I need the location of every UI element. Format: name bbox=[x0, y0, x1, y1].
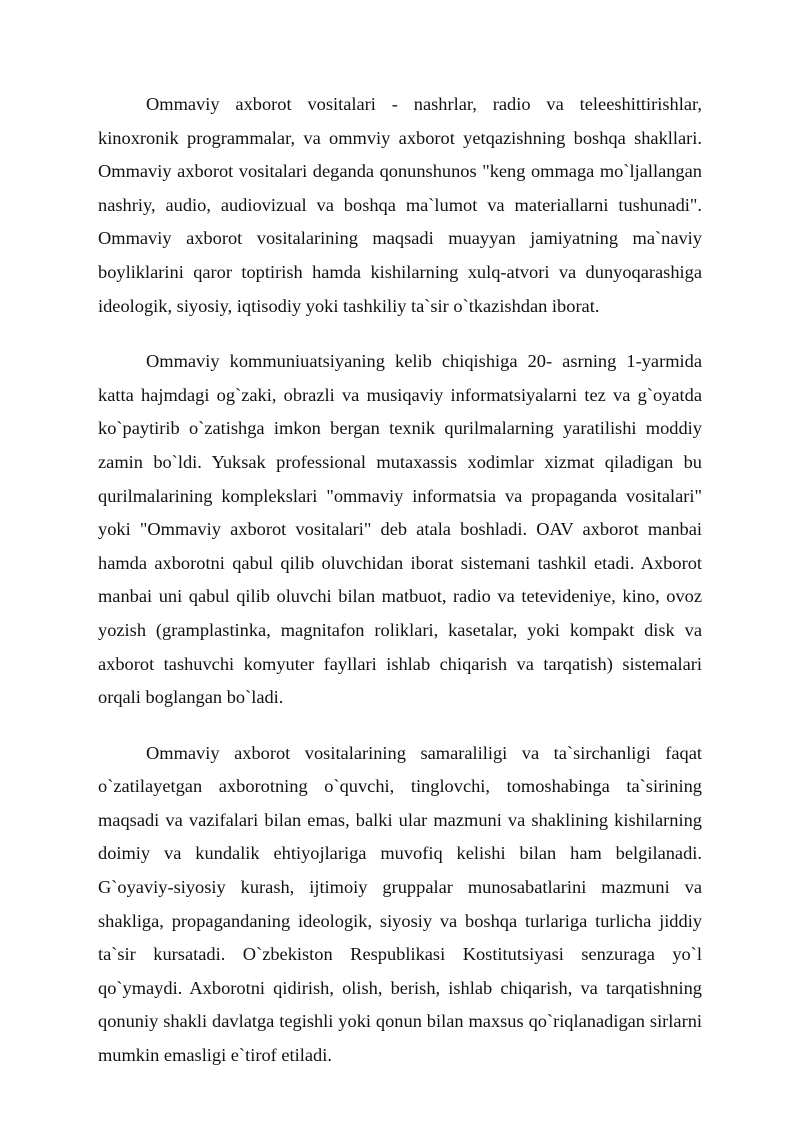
paragraph-3: Ommaviy axborot vositalarining samaraliligi va ta`sirchanligi faqat o`zatilayetgan axborotning o`quvchi, tinglovchi, tomoshabinga ta`sirining maqsadi va vazifalari bilan emas, balki ular mazmuni va shaklining kishilarning doimiy va kundalik ehtiyojlariga muvofiq kelishi bilan ham belgilanadi. G`oyaviy-siyosiy kurash, ijtimoiy gruppalar munosabatlarini mazmuni va shakliga, propagandaning ideologik, siyosiy va boshqa turlariga turlicha jiddiy ta`sir kursatadi. O`zbekiston Respublikasi Kostitutsiyasi senzuraga yo`l qo`ymaydi. Axborotni qidirish, olish, berish, ishlab chiqarish, va tarqatishning qonuniy shakli davlatga tegishli yoki qonun bilan maxsus qo`riqlanadigan sirlarni mumkin emasligi e`tirof etiladi. bbox=[98, 742, 702, 1066]
paragraph-2: Ommaviy kommuniuatsiyaning kelib chiqishiga 20- asrning 1-yarmida katta hajmdagi og`zaki, obrazli va musiqaviy informatsiyalarni tez va g`oyatda ko`paytirib o`zatishga imkon bergan texnik qurilmalarning yaratilishi moddiy zamin bo`ldi. Yuksak professional mutaxassis xodimlar xizmat qiladigan bu qurilmalarining komplekslari "ommaviy informatsia va propaganda vositalari" yoki "Ommaviy axborot vositalari" deb atala boshladi. OAV axborot manbai hamda axborotni qabul qilib oluvchidan iborat sistemani tashkil etadi. Axborot manbai uni qabul qilib oluvchi bilan matbuot, radio va tetevideniye, kino, ovoz yozish (gramplastinka, magnitafon roliklari, kasetalar, yoki kompakt disk va axborot tashuvchi komyuter fayllari ishlab chiqarish va tarqatish) sistemalari orqali boglangan bo`ladi. bbox=[98, 351, 702, 708]
paragraph-1: Ommaviy axborot vositalari - nashrlar, radio va teleeshittirishlar, kinoxronik programmalar, va ommviy axborot yetqazishning boshqa shakllari. Ommaviy axborot vositalari deganda qonunshunos "keng ommaga mo`ljallangan nashriy, audio, audiovizual va boshqa ma`lumot va materiallarni tushunadi". Ommaviy axborot vositalarining maqsadi muayyan jamiyatning ma`naviy boyliklarini qaror toptirish hamda kishilarning xulq-atvori va dunyoqarashiga ideologik, siyosiy, iqtisodiy yoki tashkiliy ta`sir o`tkazishdan iborat. bbox=[98, 94, 702, 316]
